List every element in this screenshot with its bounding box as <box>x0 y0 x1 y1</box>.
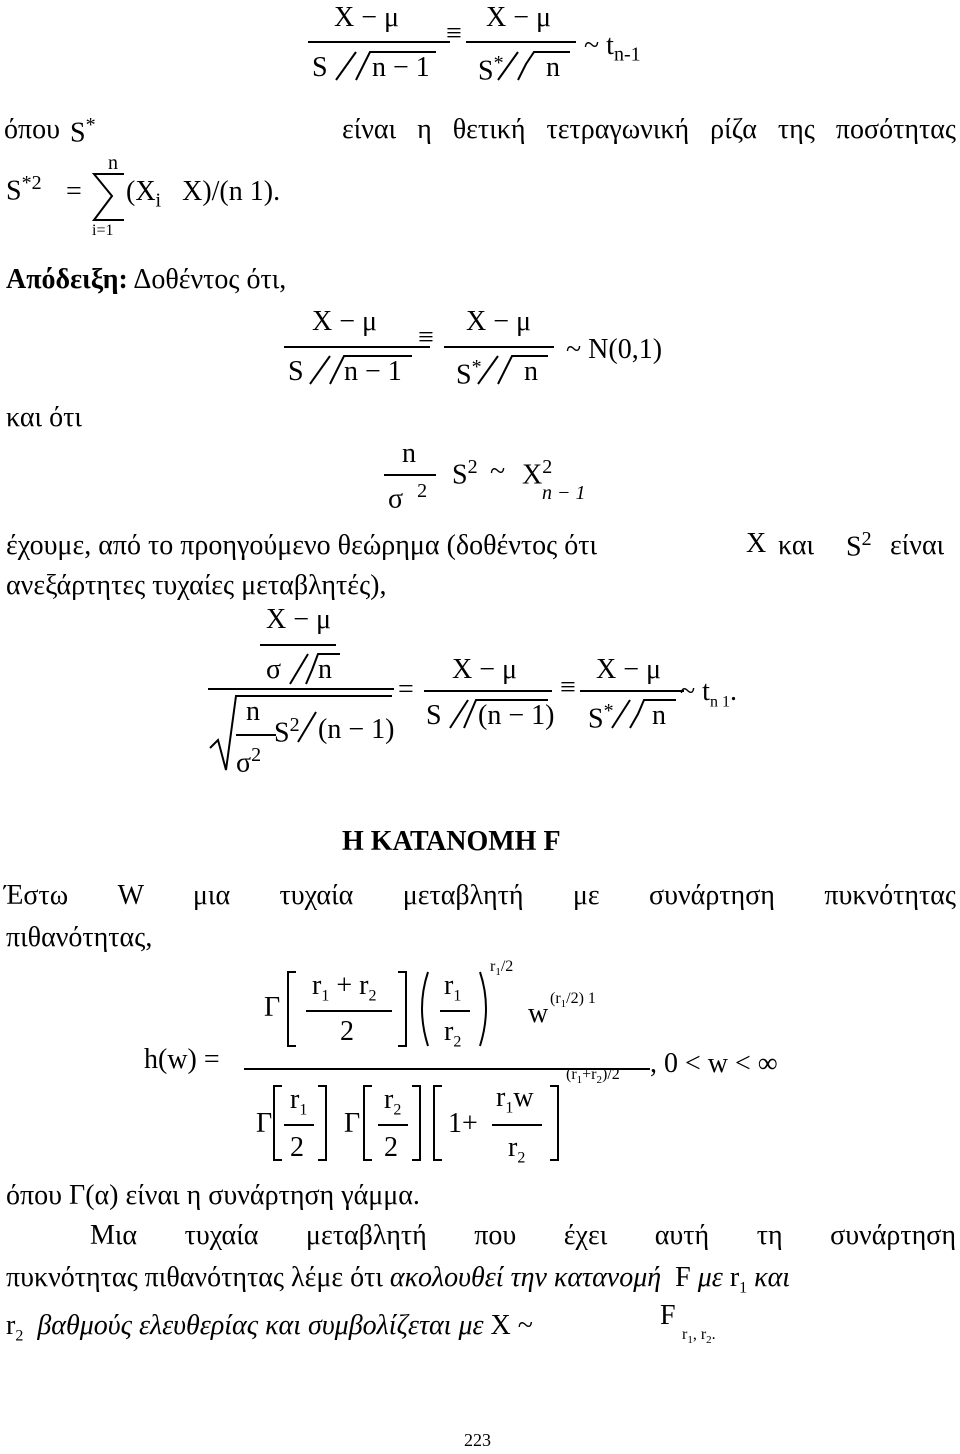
sum-lower: i=1 <box>92 222 114 239</box>
big-f2-num: X − μ <box>452 654 518 685</box>
chi-S2: $S^2$ <box>452 456 478 491</box>
proof-label: Απόδειξη: <box>6 264 128 295</box>
big-f2-S: S <box>426 700 442 731</box>
formula2-den1-S: S <box>288 356 304 387</box>
num-r1-plus-r2: $r_1 + r_2$ <box>312 970 377 1005</box>
num-exp-top: $r_1/2$ <box>490 958 514 979</box>
den-gamma2: Γ <box>344 1108 361 1139</box>
we-have-line1: έχουμε, από το προηγούμενο θεώρημα (δοθέντος ότι <box>6 530 598 561</box>
and-that: και ότι <box>6 402 82 433</box>
formula-top-den1-S: S <box>312 52 328 83</box>
equiv-symbol: ≡ <box>446 18 462 49</box>
num-2: 2 <box>340 1016 354 1047</box>
formula-top-den2-S: S* <box>478 52 504 87</box>
we-have-line2: ανεξάρτητες τυχαίες μεταβλητές), <box>6 570 387 601</box>
big-f3-n: n <box>652 700 666 731</box>
big-f2-n1: (n − 1) <box>478 700 555 731</box>
proof-text: Δοθέντος ότι, <box>133 264 287 295</box>
minus-mu: − μ <box>361 2 400 33</box>
where-prefix: όπου <box>4 114 60 145</box>
sum-body: ($X_i$ X)/(n 1). <box>126 176 281 212</box>
num-w: w <box>528 998 549 1029</box>
big-tilde-t: ~ $t_{n 1}$. <box>680 676 737 711</box>
num-w-exp: $(r_1/2)$ 1 <box>550 990 596 1011</box>
big-num-X: X − μ <box>266 604 332 635</box>
gamma-note: όπου Γ(α) είναι η συνάρτηση γάμμα. <box>6 1180 420 1211</box>
den-r1: $r_1$ <box>290 1084 308 1119</box>
chi-X: $X^2$ <box>522 456 553 491</box>
sum-equals: = <box>66 176 82 207</box>
num-r1: $r_1$ <box>444 970 462 1005</box>
h-of-w: h(w) = <box>144 1044 220 1075</box>
xbar-symbol: X <box>486 2 507 33</box>
chi-tilde: ~ <box>490 456 506 487</box>
S-star: S* <box>70 114 96 149</box>
we-have-X: X <box>746 528 767 559</box>
big-num-n: n <box>318 654 332 685</box>
formula-top-den1-n1: n − 1 <box>372 52 430 83</box>
big-den-n1: (n − 1) <box>318 714 395 745</box>
tilde-t: ~ $t_{n-1}$ <box>584 30 641 66</box>
den-1-plus: 1+ <box>448 1108 478 1139</box>
big-den-S2: $S^2$ <box>274 714 300 749</box>
den-r2: $r_2$ <box>384 1084 402 1119</box>
formula2-den2-n: n <box>524 356 538 387</box>
chi-sub: n − 1 <box>542 482 586 504</box>
den-r1w: $r_1w$ <box>496 1082 534 1117</box>
formula2-den1-n1: n − 1 <box>344 356 402 387</box>
big-f3-S: S* <box>588 700 614 735</box>
where-S-text: είναι η θετική τετραγωνική ρίζα της ποσότητας <box>341 114 956 145</box>
section-heading: Η ΚΑΤΑΝΟΜΗ F <box>342 826 561 857</box>
sum-upper-n: n <box>108 152 118 174</box>
xbar-symbol: X <box>334 2 355 33</box>
F-sub: $r_1$, $r_2$. <box>682 1326 716 1347</box>
big-den-n: n <box>246 696 260 727</box>
let-line1: Έστω W μια τυχαία μεταβλητή με συνάρτηση πυκνότητας <box>4 880 956 911</box>
rv-line3: $r_2$ βαθμούς ελευθερίας και συμβολίζεται με X ~ <box>6 1310 533 1345</box>
chi-num-n: n <box>402 438 416 469</box>
big-equals: = <box>398 674 414 705</box>
chi-den-sigma: σ $^2$ <box>388 480 428 515</box>
F-symbol: F <box>660 1300 676 1331</box>
den-2b: 2 <box>384 1132 398 1163</box>
minus-mu: − μ <box>513 2 552 33</box>
den-2a: 2 <box>290 1132 304 1163</box>
page-number: 223 <box>464 1430 491 1450</box>
den-exp: $(r_1+r_2)/2$ <box>566 1066 620 1087</box>
sum-lhs: $S^{*2}$ <box>6 172 42 207</box>
equiv-symbol: ≡ <box>418 322 434 353</box>
rv-line1: Μια τυχαία μεταβλητή που έχει αυτή τη συνάρτηση <box>90 1220 956 1251</box>
big-num-sigma: σ <box>266 654 282 685</box>
we-have-and: και <box>778 530 815 561</box>
num-r2: $r_2$ <box>444 1016 462 1051</box>
big-equiv: ≡ <box>560 672 576 703</box>
formula2-num2: X − μ <box>466 306 532 337</box>
formula2-normal: ~ N(0,1) <box>566 334 663 365</box>
den-gamma1: Γ <box>256 1108 273 1139</box>
rv-line2: πυκνότητας πιθανότητας λέμε ότι ακολουθεί την κατανομή F με $r_1$ και <box>6 1262 791 1297</box>
den-r2b: $r_2$ <box>508 1132 526 1167</box>
big-f3-num: X − μ <box>596 654 662 685</box>
formula2-den2-S: S* <box>456 356 482 391</box>
big-den-sigma: $\sigma^2$ <box>236 744 262 779</box>
formula-top-den2-n: n <box>546 52 560 83</box>
let-line2: πιθανότητας, <box>6 922 153 953</box>
we-have-are: είναι <box>890 530 945 561</box>
formula2-num1: X − μ <box>312 306 378 337</box>
we-have-S2: $S^2$ <box>846 528 872 563</box>
num-gamma: Γ <box>264 992 281 1023</box>
domain: , 0 < w < ∞ <box>650 1048 778 1079</box>
